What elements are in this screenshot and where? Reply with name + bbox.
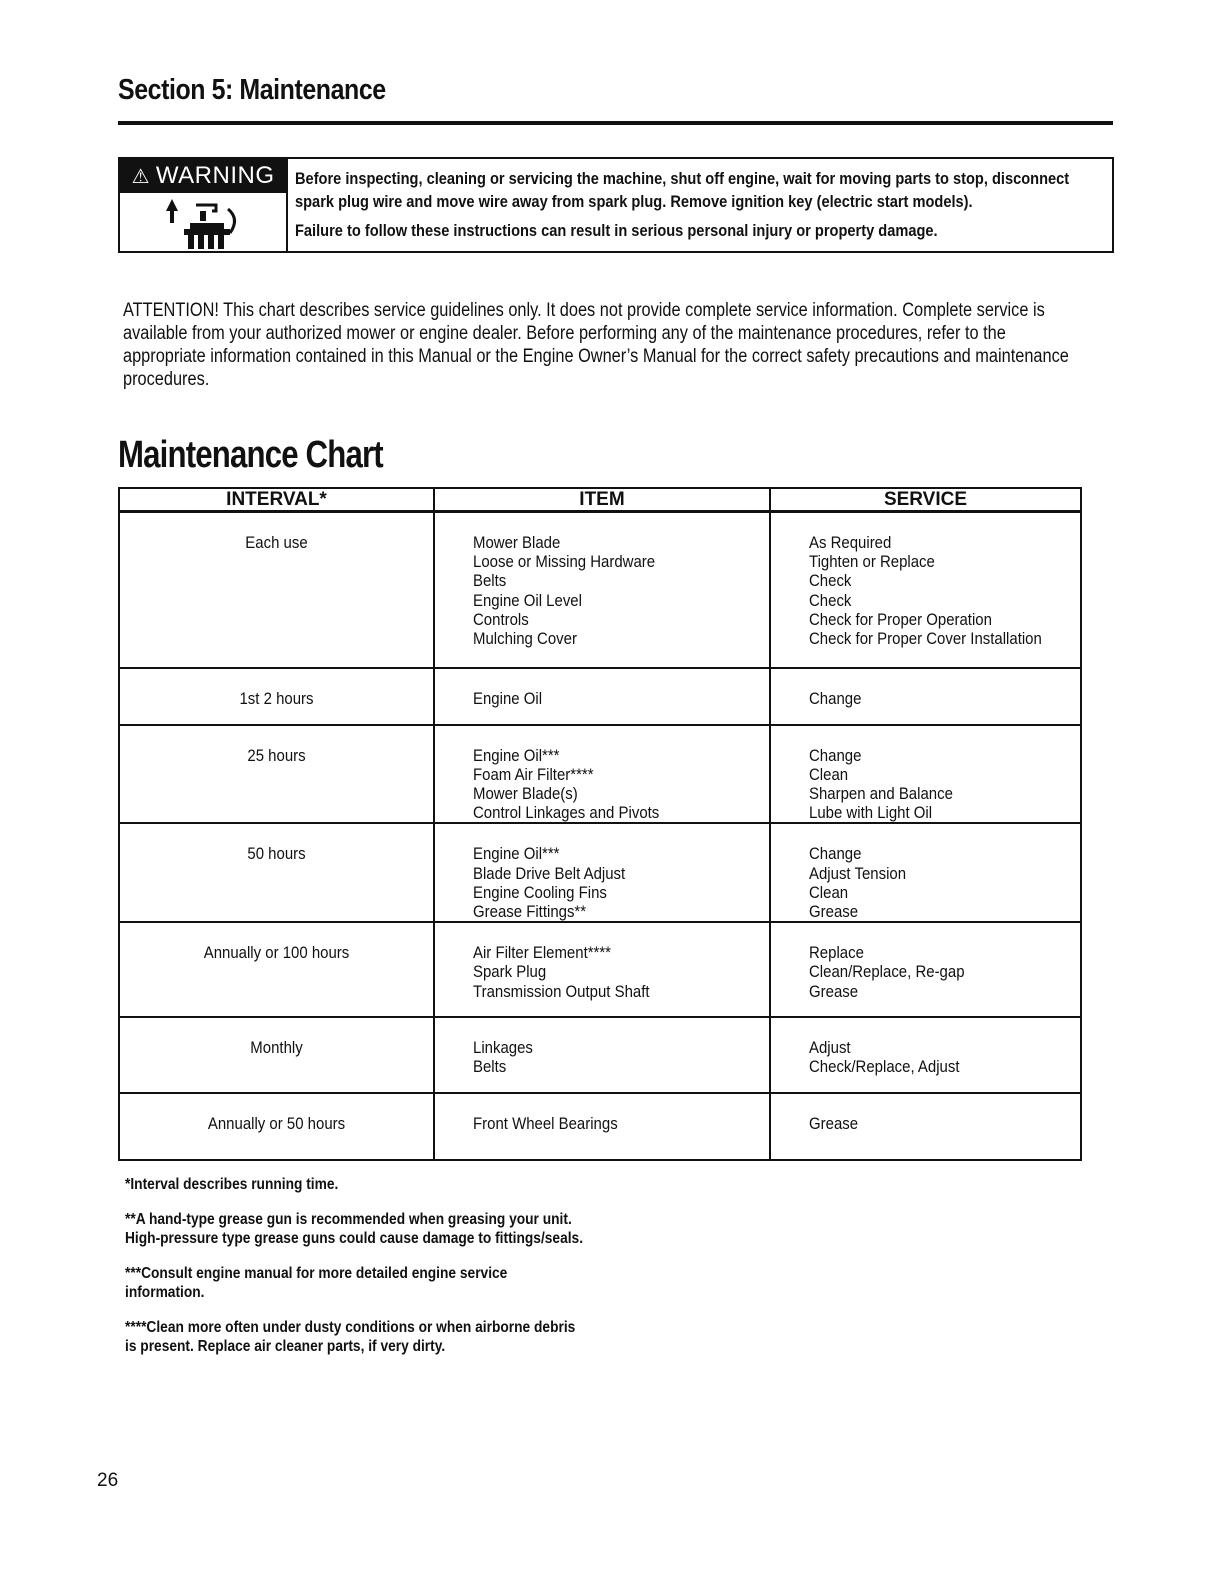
warning-label-text: WARNING: [155, 162, 275, 189]
disconnect-spark-plug-icon: [162, 197, 252, 251]
item-cell: [434, 922, 770, 1017]
attention-paragraph: ATTENTION! This chart describes service guidelines only. It does not provide complete service information. Complete service is available from your authorized mower or engine dealer. Before performing any of the maintenance procedures, refer to the appropriate information contained in this Manual or the Engine Owner’s Manual for the correct safety precautions and maintenance procedures.: [123, 300, 1069, 390]
table-row: [119, 668, 1081, 725]
interval-cell: [119, 1017, 434, 1093]
service-text: Change: [809, 688, 862, 708]
interval-text: Monthly: [250, 1038, 303, 1058]
item-text: Front Wheel Bearings: [473, 1114, 618, 1134]
item-text: Foam Air Filter****: [473, 764, 594, 784]
header-interval: INTERVAL*: [119, 488, 434, 512]
item-text: Engine Oil***: [473, 844, 560, 864]
service-text: Grease: [809, 1114, 859, 1134]
service-text: Grease: [809, 901, 859, 921]
service-text: Lube with Light Oil: [809, 803, 933, 823]
table-body: [119, 512, 1081, 1161]
item-cell: [434, 1017, 770, 1093]
item-text: Engine Cooling Fins: [473, 882, 607, 902]
table-row: [119, 1093, 1081, 1160]
footnote-interval: *Interval describes running time.: [125, 1176, 339, 1193]
warning-text: [295, 167, 1112, 242]
service-text: Change: [809, 844, 862, 864]
service-text: Replace: [809, 943, 864, 963]
item-text: Control Linkages and Pivots: [473, 803, 660, 823]
service-cell: [770, 725, 1081, 824]
interval-text: Each use: [245, 533, 308, 552]
footnotes: [125, 1175, 589, 1372]
service-text: Grease: [809, 981, 859, 1001]
table-row: [119, 922, 1081, 1017]
page-number: 26: [97, 1470, 119, 1491]
item-text: Grease Fittings**: [473, 901, 587, 921]
item-text: Engine Oil***: [473, 745, 560, 765]
service-cell: [770, 1093, 1081, 1160]
interval-text: 25 hours: [247, 745, 306, 765]
service-text: Adjust Tension: [809, 863, 907, 883]
item-text: Linkages: [473, 1038, 533, 1058]
section-title: Section 5: Maintenance: [118, 74, 386, 106]
footnote-grease-gun: **A hand-type grease gun is recommended when greasing your unit. High-pressure type grease guns could cause damage to fittings/seals.: [125, 1211, 584, 1247]
interval-cell: [119, 512, 434, 668]
service-cell: [770, 823, 1081, 922]
service-text: Sharpen and Balance: [809, 783, 953, 803]
item-text: Engine Oil: [473, 688, 543, 708]
service-text: As Required: [809, 533, 892, 552]
footnote-engine-manual: ***Consult engine manual for more detailed engine service information.: [125, 1265, 508, 1301]
maintenance-chart-table: [118, 487, 1082, 1161]
warning-box: [118, 157, 1114, 253]
service-text: Tighten or Replace: [809, 552, 935, 572]
item-text: Mower Blade: [473, 533, 561, 552]
footnote-air-cleaner: ****Clean more often under dusty conditions or when airborne debris is present. Replace air cleaner parts, if very dirty.: [125, 1319, 576, 1355]
header-service: SERVICE: [770, 488, 1081, 512]
item-text: Engine Oil Level: [473, 590, 582, 610]
service-text: Clean: [809, 764, 849, 784]
item-text: Loose or Missing Hardware: [473, 552, 656, 572]
service-cell: [770, 1017, 1081, 1093]
warning-icon-panel: [120, 159, 288, 251]
interval-text: Annually or 50 hours: [207, 1114, 346, 1134]
interval-text: 1st 2 hours: [239, 688, 314, 708]
chart-title: Maintenance Chart: [118, 434, 383, 476]
table-row: [119, 1017, 1081, 1093]
item-cell: [434, 823, 770, 922]
service-text: Check/Replace, Adjust: [809, 1057, 960, 1077]
service-cell: [770, 512, 1081, 668]
item-text: Mulching Cover: [473, 629, 577, 649]
table-row: [119, 725, 1081, 824]
warning-consequence: Failure to follow these instructions can result in serious personal injury or property damage.: [295, 221, 938, 240]
item-cell: [434, 668, 770, 725]
item-cell: [434, 725, 770, 824]
service-text: Clean: [809, 882, 849, 902]
item-text: Mower Blade(s): [473, 783, 578, 803]
service-cell: [770, 668, 1081, 725]
interval-cell: [119, 668, 434, 725]
item-text: Spark Plug: [473, 962, 547, 982]
service-text: Check: [809, 590, 852, 610]
table-row: [119, 823, 1081, 922]
item-text: Transmission Output Shaft: [473, 981, 650, 1001]
interval-cell: [119, 1093, 434, 1160]
interval-text: Annually or 100 hours: [203, 943, 350, 963]
interval-cell: [119, 922, 434, 1017]
warning-label: [120, 159, 286, 193]
interval-text: 50 hours: [247, 844, 306, 864]
service-text: Check: [809, 571, 852, 591]
item-text: Blade Drive Belt Adjust: [473, 863, 626, 883]
item-text: Belts: [473, 1057, 507, 1077]
interval-cell: [119, 725, 434, 824]
service-text: Check for Proper Cover Installation: [809, 629, 1042, 649]
service-text: Clean/Replace, Re-gap: [809, 962, 965, 982]
item-cell: [434, 512, 770, 668]
item-text: Air Filter Element****: [473, 943, 612, 963]
section-divider: [118, 121, 1113, 125]
warning-instruction: Before inspecting, cleaning or servicing the machine, shut off engine, wait for moving parts to stop, disconnect spark plug wire and move wire away from spark plug. Remove ignition key (electric start models).: [295, 169, 1070, 211]
item-cell: [434, 1093, 770, 1160]
table-header-row: [119, 488, 1081, 512]
header-item: ITEM: [434, 488, 770, 512]
item-text: Controls: [473, 609, 529, 629]
item-text: Belts: [473, 571, 507, 591]
service-text: Adjust: [809, 1038, 851, 1058]
table-row: [119, 512, 1081, 668]
service-cell: [770, 922, 1081, 1017]
service-text: Change: [809, 745, 862, 765]
service-text: Check for Proper Operation: [809, 609, 992, 629]
interval-cell: [119, 823, 434, 922]
warning-triangle-icon: ⚠: [131, 166, 150, 188]
